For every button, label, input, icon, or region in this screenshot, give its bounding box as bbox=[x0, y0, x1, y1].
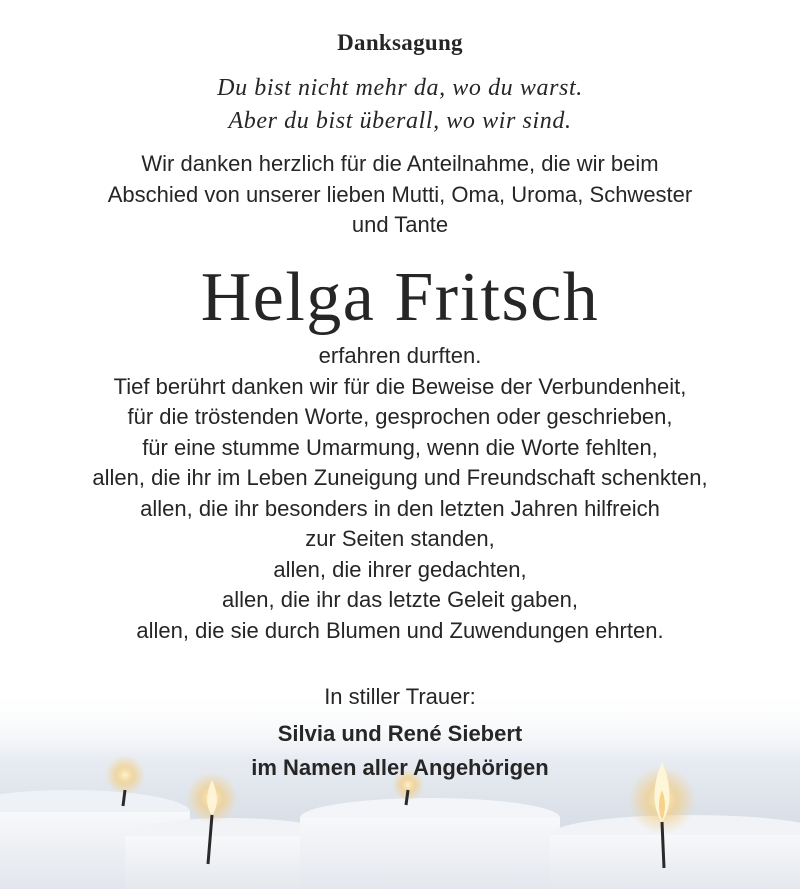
body-line: für eine stumme Umarmung, wenn die Worte fehlten, bbox=[142, 434, 658, 460]
body-line: erfahren durften. bbox=[318, 343, 482, 368]
body-line: Tief berührt danken wir für die Beweise der Verbundenheit, bbox=[113, 373, 687, 399]
verse-line: Aber du bist überall, wo wir sind. bbox=[228, 108, 572, 134]
body-line: allen, die sie durch Blumen und Zuwendungen ehrten. bbox=[136, 617, 664, 643]
verse-line: Du bist nicht mehr da, wo du warst. bbox=[217, 75, 583, 101]
body-line: allen, die ihrer gedachten, bbox=[273, 556, 527, 582]
body-line: zur Seiten standen, bbox=[305, 526, 495, 551]
body-line: allen, die ihr das letzte Geleit gaben, bbox=[222, 587, 578, 612]
memorial-verse bbox=[0, 72, 800, 138]
signers bbox=[0, 717, 800, 785]
signer-line: im Namen aller Angehörigen bbox=[251, 755, 549, 780]
thanks-body bbox=[0, 341, 800, 646]
body-line: für die tröstenden Worte, gesprochen oder geschrieben, bbox=[127, 404, 673, 429]
body-line: allen, die ihr besonders in den letzten Jahren hilfreich bbox=[140, 495, 660, 521]
thanks-intro bbox=[0, 149, 800, 241]
body-line: allen, die ihr im Leben Zuneigung und Freundschaft schenkten, bbox=[92, 465, 708, 490]
mourning-label: In stiller Trauer: bbox=[324, 684, 476, 709]
intro-line: Wir danken herzlich für die Anteilnahme, die wir beim bbox=[141, 151, 659, 176]
intro-line: und Tante bbox=[351, 212, 449, 237]
deceased-name: Helga Fritsch bbox=[200, 259, 600, 336]
intro-line: Abschied von unserer lieben Mutti, Oma, Uroma, Schwester bbox=[107, 181, 693, 207]
notice-heading: Danksagung bbox=[337, 30, 463, 55]
signer-line: Silvia und René Siebert bbox=[277, 721, 523, 746]
